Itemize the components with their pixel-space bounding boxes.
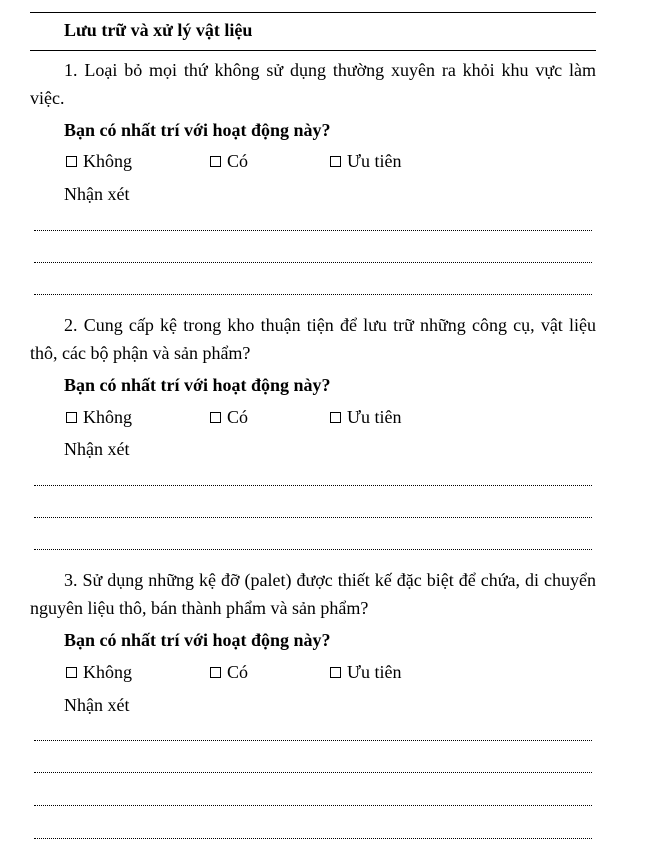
question-3-remark-label: Nhận xét (64, 695, 130, 715)
question-2-option-uu-tien[interactable] (330, 406, 401, 428)
question-1-remark-label: Nhận xét (64, 184, 130, 204)
question-3-remark-line-2[interactable] (34, 772, 592, 773)
option-label: Ưu tiên (347, 407, 402, 427)
question-1-option-co[interactable] (210, 150, 248, 172)
checkbox-icon[interactable] (330, 412, 341, 423)
question-3-ask: Bạn có nhất trí với hoạt động này? (64, 630, 331, 650)
section-title: Lưu trữ và xử lý vật liệu (64, 20, 253, 40)
question-3-option-khong[interactable] (66, 661, 132, 683)
option-label: Ưu tiên (347, 151, 402, 171)
option-label: Ưu tiên (347, 662, 402, 682)
question-2-ask: Bạn có nhất trí với hoạt động này? (64, 375, 331, 395)
question-1-option-uu-tien[interactable] (330, 150, 401, 172)
question-3-remark-line-1[interactable] (34, 740, 592, 741)
option-label: Không (83, 151, 132, 171)
question-3-option-co[interactable] (210, 661, 248, 683)
checkbox-icon[interactable] (210, 156, 221, 167)
checkbox-icon[interactable] (210, 412, 221, 423)
question-1-remark-line-1[interactable] (34, 230, 592, 231)
question-2-text: 2. Cung cấp kệ trong kho thuận tiện để lưu trữ những công cụ, vật liệu thô, các bộ phận và sản phẩm? (30, 315, 596, 363)
question-1-text: 1. Loại bỏ mọi thứ không sử dụng thường xuyên ra khỏi khu vực làm việc. (30, 60, 596, 108)
question-3-text: 3. Sử dụng những kệ đỡ (palet) được thiết kế đặc biệt để chứa, di chuyển nguyên liệu thô, bán thành phẩm và sản phẩm? (30, 570, 596, 618)
checkbox-icon[interactable] (330, 667, 341, 678)
question-3-option-uu-tien[interactable] (330, 661, 401, 683)
checkbox-icon[interactable] (210, 667, 221, 678)
question-1-remark-line-3[interactable] (34, 294, 592, 295)
checkbox-icon[interactable] (330, 156, 341, 167)
question-2-remark-line-2[interactable] (34, 517, 592, 518)
option-label: Không (83, 407, 132, 427)
option-label: Có (227, 407, 249, 427)
title-bottom-rule (30, 50, 596, 51)
option-label: Có (227, 662, 249, 682)
checkbox-icon[interactable] (66, 156, 77, 167)
question-1-ask: Bạn có nhất trí với hoạt động này? (64, 120, 331, 140)
question-1-remark-line-2[interactable] (34, 262, 592, 263)
question-1-option-khong[interactable] (66, 150, 132, 172)
option-label: Có (227, 151, 249, 171)
question-2-option-co[interactable] (210, 406, 248, 428)
question-3-remark-line-4[interactable] (34, 838, 592, 839)
question-2-remark-label: Nhận xét (64, 439, 130, 459)
option-label: Không (83, 662, 132, 682)
top-rule (30, 12, 596, 13)
checkbox-icon[interactable] (66, 412, 77, 423)
question-3-remark-line-3[interactable] (34, 805, 592, 806)
question-2-option-khong[interactable] (66, 406, 132, 428)
question-2-remark-line-3[interactable] (34, 549, 592, 550)
question-2-remark-line-1[interactable] (34, 485, 592, 486)
checkbox-icon[interactable] (66, 667, 77, 678)
